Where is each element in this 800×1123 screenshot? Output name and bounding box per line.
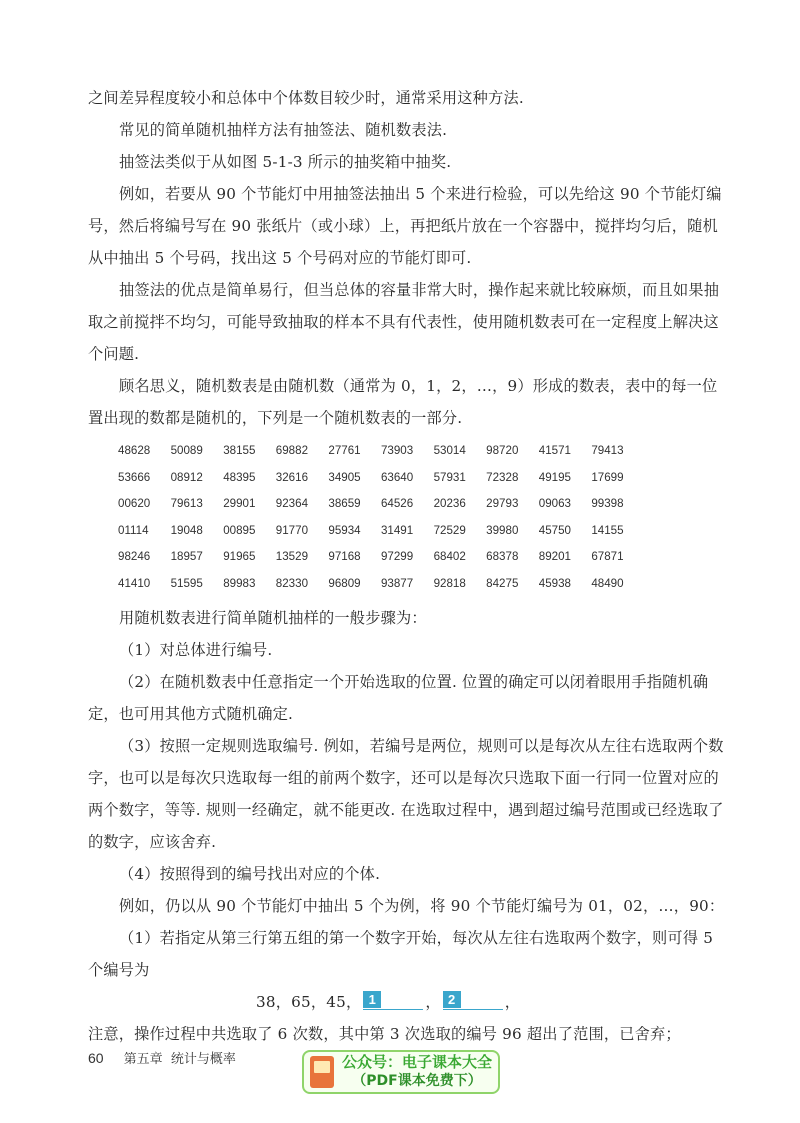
random-table-cell: 01114: [118, 523, 149, 537]
random-table-cell: 09063: [538, 497, 571, 511]
random-table-cell: 48628: [118, 444, 151, 457]
random-table-cell: 97168: [328, 550, 361, 564]
book-icon: [310, 1056, 334, 1088]
random-table-cell: 96809: [328, 576, 361, 590]
random-table-cell: 69882: [275, 444, 309, 457]
page-body: [88, 82, 728, 1050]
step-4: （4）按照得到的编号找出对应的个体.: [119, 864, 381, 883]
random-table-cell: 53014: [433, 444, 466, 457]
random-table-cell: 18957: [170, 550, 203, 564]
random-table-cell: 79613: [170, 497, 203, 511]
random-table-cell: 48395: [223, 470, 256, 484]
page-number: 60: [88, 1049, 104, 1066]
watermark-line-2: （PDF课本免费下）: [352, 1073, 482, 1089]
random-table-cell: 93877: [380, 576, 414, 590]
paragraph-group-intro: [88, 82, 728, 434]
random-table-cell: 31491: [380, 523, 414, 537]
random-table-cell: 39980: [486, 523, 519, 537]
random-table-cell: 08912: [170, 470, 203, 484]
random-table-cell: 20236: [433, 497, 466, 511]
random-table-row: [118, 544, 728, 571]
steps-intro: 用随机数表进行简单随机抽样的一般步骤为：: [119, 608, 427, 627]
random-table-row: [118, 518, 728, 545]
random-table-cell: 41410: [118, 576, 151, 590]
random-table-cell: 98246: [118, 550, 151, 564]
random-table-cell: 95934: [328, 523, 361, 537]
paragraph-3: 抽签法类似于从如图 5-1-3 所示的抽奖箱中抽奖.: [119, 153, 452, 171]
random-table-cell: 72529: [433, 523, 466, 537]
blank-1-marker: 1: [363, 991, 381, 1008]
random-table-cell: 17699: [591, 470, 624, 484]
example-intro: 例如，仍以从 90 个节能灯中抽出 5 个为例，将 90 个节能灯编号为 01，02，…，90：: [119, 896, 725, 915]
random-table-cell: 97299: [380, 550, 414, 564]
random-table-cell: 89201: [538, 550, 571, 564]
blank-2-marker: 2: [443, 991, 461, 1008]
answer-prefix: 38，65，45，: [256, 992, 362, 1011]
random-table-cell: 38659: [328, 497, 361, 511]
answer-blank-1[interactable]: [363, 991, 423, 1010]
random-table-cell: 89983: [223, 576, 256, 590]
random-table-cell: 63640: [380, 470, 414, 484]
random-table-cell: 91965: [223, 550, 256, 564]
random-table-cell: 64526: [380, 497, 414, 511]
random-table-row: [118, 571, 728, 598]
random-table-cell: 68378: [486, 550, 519, 564]
random-table-cell: 19048: [170, 523, 203, 537]
note-paragraph: 注意，操作过程中共选取了 6 次数，其中第 3 次选取的编号 96 超出了范围，已舍弃；: [88, 1024, 681, 1043]
page-footer: [88, 1048, 236, 1067]
answer-blank-2[interactable]: [443, 991, 503, 1010]
random-table-cell: 41571: [538, 444, 571, 457]
watermark-line-1: 公众号：电子课本大全: [342, 1053, 493, 1071]
random-table-cell: 50089: [170, 444, 203, 457]
random-table-cell: 51595: [170, 576, 203, 590]
random-table-cell: 32616: [275, 470, 309, 484]
random-table-row: [118, 438, 728, 465]
paragraph-1: 之间差异程度较小和总体中个体数目较少时，通常采用这种方法.: [88, 89, 524, 107]
chapter-label: 第五章 统计与概率: [123, 1052, 236, 1067]
random-table-cell: 92818: [433, 576, 466, 590]
random-table-cell: 72328: [486, 470, 519, 484]
random-table-cell: 48490: [591, 576, 624, 590]
random-table-cell: 98720: [486, 444, 519, 457]
random-table-cell: 13529: [275, 550, 309, 564]
random-number-table: [118, 438, 728, 598]
random-table-cell: 00895: [223, 523, 256, 537]
random-table-cell: 00620: [118, 497, 151, 511]
answer-suffix: ，: [504, 992, 521, 1011]
paragraph-5: 抽签法的优点是简单易行，但当总体的容量非常大时，操作起来就比较麻烦，而且如果抽取之前搅拌不均匀，可能导致抽取的样本不具有代表性，使用随机数表可在一定程度上解决这个问题.: [88, 281, 720, 363]
random-table-cell: 45750: [538, 523, 571, 537]
step-3: （3）按照一定规则选取编号. 例如，若编号是两位，规则可以是每次从左往右选取两个数字，也可以是每次只选取每一组的前两个数字，还可以是每次只选取下面一行同一位置对应的两个数字，等等. 规则一经确定，就不能更改. 在选取过程中，遇到超过编号范围或已经选取了的数字，应该舍弃.: [88, 736, 724, 851]
random-table-cell: 14155: [591, 523, 624, 537]
paragraph-6: 顾名思义，随机数表是由随机数（通常为 0，1，2，…，9）形成的数表，表中的每一位置出现的数都是随机的，下列是一个随机数表的一部分.: [88, 377, 718, 427]
random-table-row: [118, 465, 728, 492]
paragraph-2: 常见的简单随机抽样方法有抽签法、随机数表法.: [119, 121, 448, 139]
random-table-cell: 68402: [433, 550, 466, 564]
step-1: （1）对总体进行编号.: [119, 640, 273, 659]
random-table-cell: 91770: [275, 523, 309, 537]
random-table-cell: 73903: [380, 444, 414, 457]
random-table-cell: 38155: [223, 444, 256, 457]
random-table-cell: 57931: [433, 470, 466, 484]
random-table-cell: 92364: [275, 497, 309, 511]
random-table-cell: 99398: [591, 497, 624, 511]
random-table-cell: 29901: [223, 497, 256, 511]
random-table-cell: 79413: [591, 444, 624, 457]
example-step-1: （1）若指定从第三行第五组的第一个数字开始，每次从左往右选取两个数字，则可得 5 个编号为: [88, 928, 714, 979]
answer-line: [88, 986, 728, 1018]
answer-separator: ，: [425, 992, 441, 1011]
random-table-cell: 49195: [538, 470, 571, 484]
watermark-badge: [302, 1050, 500, 1094]
random-table-cell: 67871: [591, 550, 624, 564]
step-2: （2）在随机数表中任意指定一个开始选取的位置. 位置的确定可以闭着眼用手指随机确定，也可用其他方式随机确定.: [88, 672, 709, 723]
random-table-cell: 29793: [486, 497, 519, 511]
random-table-cell: 45938: [538, 576, 571, 590]
random-table-cell: 27761: [328, 444, 361, 457]
random-table-cell: 53666: [118, 470, 151, 484]
paragraph-group-steps: [88, 602, 728, 986]
random-table-cell: 82330: [275, 576, 309, 590]
random-table-cell: 84275: [486, 576, 519, 590]
random-table-row: [118, 491, 728, 518]
random-table-cell: 34905: [328, 470, 361, 484]
paragraph-4: 例如，若要从 90 个节能灯中用抽签法抽出 5 个来进行检验，可以先给这 90 个节能灯编号，然后将编号写在 90 张纸片（或小球）上，再把纸片放在一个容器中，搅拌均匀后，随机从中抽出 5 个号码，找出这 5 个号码对应的节能灯即可.: [88, 185, 722, 267]
